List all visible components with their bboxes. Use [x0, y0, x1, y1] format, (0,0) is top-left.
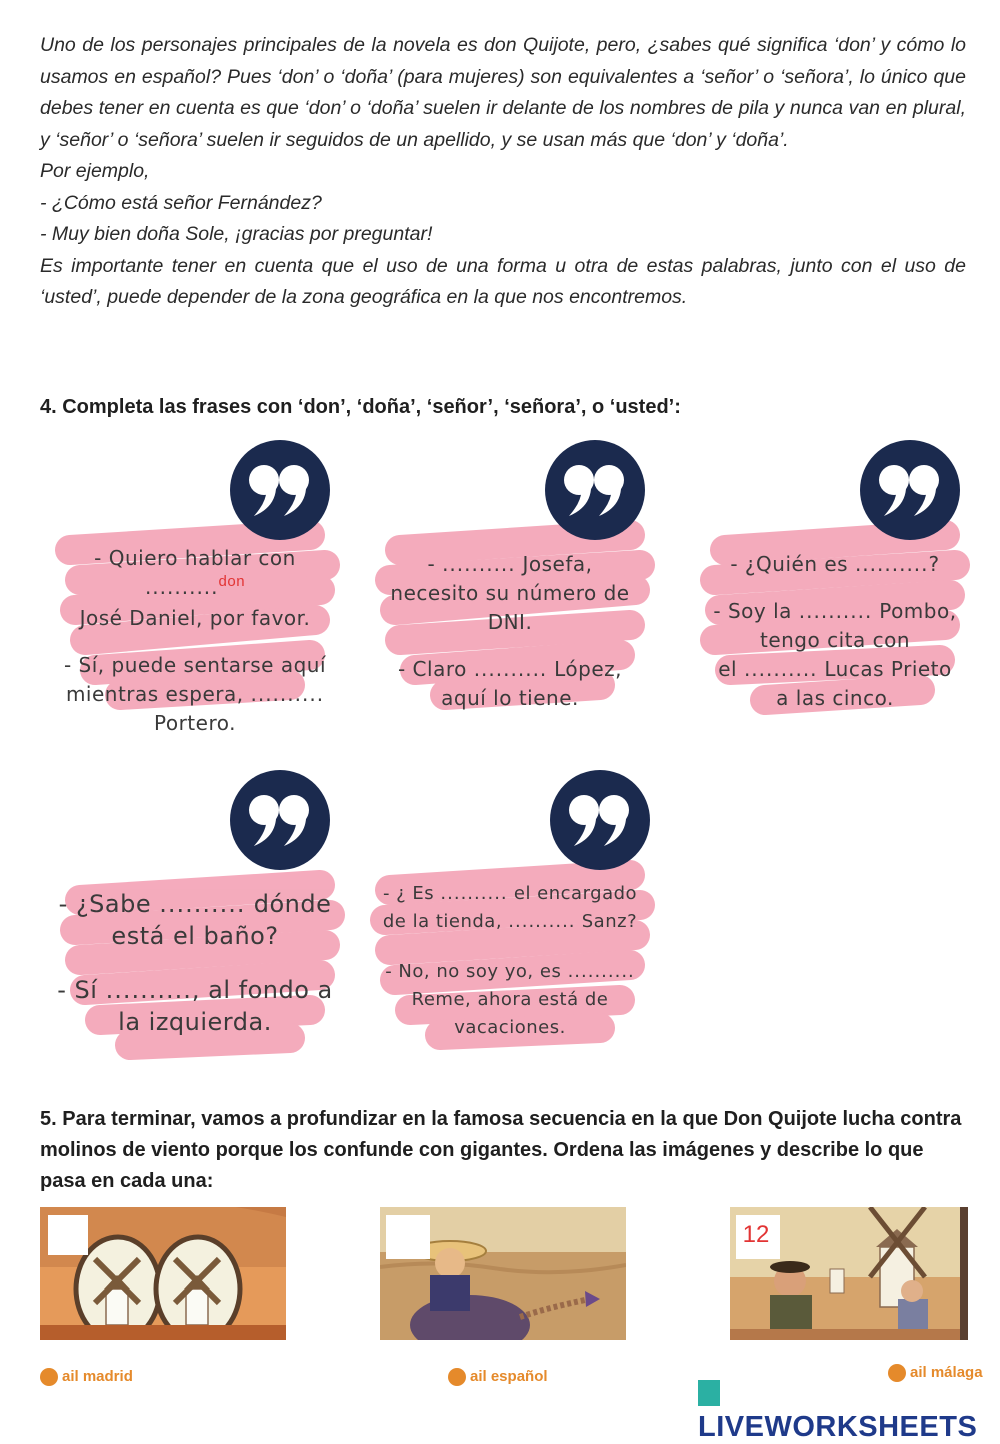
quote-icon: [860, 440, 960, 540]
blank-field[interactable]: ..........: [508, 911, 576, 932]
blank-field[interactable]: ..........: [567, 961, 635, 982]
card-text: DNI.: [487, 610, 533, 634]
card-text: - ¿Sabe: [58, 890, 152, 918]
brand-text: LIVEWORKSHEETS: [698, 1411, 978, 1443]
logo-text: ail español: [470, 1368, 548, 1385]
card-text: Portero.: [154, 711, 236, 735]
card-text: López,: [554, 657, 623, 681]
quote-icon: [550, 770, 650, 870]
card-text: - Claro: [397, 657, 467, 681]
card-text: necesito su número de: [390, 581, 630, 605]
blank-field[interactable]: ..........: [798, 599, 873, 623]
blank-field[interactable]: ..........: [442, 552, 516, 576]
intro-note: Es importante tener en cuenta que el uso de una forma u otra de estas palabras, junto con el uso de ‘usted’, puede depender de la zona geográfica en la que nos encontremos.: [40, 254, 966, 308]
order-number-box[interactable]: [386, 1215, 430, 1259]
order-number-box[interactable]: [48, 1215, 88, 1255]
cartoon-image-1: [40, 1207, 286, 1340]
intro-paragraph: Uno de los personajes principales de la novela es don Quijote, pero, ¿sabes qué significa ‘don’ y cómo lo usamos en español? Pues ‘don’ o ‘doña’ (para mujeres) son equivalentes a ‘señor’ o ‘señora’, lo único que debes tener en cuenta es que ‘don’ o ‘doña’ suelen ir delante de los nombres de pila y nunca van en plural, y ‘señor’ o ‘señora’ suelen ir seguidos de un apellido, y se usan más que ‘don’ y ‘doña’.: [40, 34, 966, 151]
dialogue-card-1: [40, 440, 350, 740]
card-text: a las cinco.: [776, 686, 894, 710]
logo-text: ail madrid: [62, 1368, 133, 1385]
ail-logo-icon: [40, 1368, 58, 1386]
order-number-input[interactable]: [48, 1215, 88, 1255]
card-text: dónde: [253, 890, 332, 918]
card-text: - No, no soy yo, es: [385, 961, 562, 982]
cartoon-image-3: [730, 1207, 968, 1340]
liveworksheets-icon: [698, 1380, 720, 1406]
card-text: vacaciones.: [454, 1017, 566, 1038]
card-text: - Soy la: [713, 599, 792, 623]
quote-icon: [230, 440, 330, 540]
dialogue-card-4: [50, 770, 350, 1070]
ail-madrid-logo: [40, 1368, 133, 1386]
quote-icon: [545, 440, 645, 540]
order-number-input[interactable]: [386, 1215, 426, 1255]
card-text: la izquierda.: [118, 1008, 272, 1036]
card-text: Reme, ahora está de: [411, 989, 609, 1010]
cartoon-image-2: [380, 1207, 626, 1340]
blank-field[interactable]: ..........: [473, 657, 548, 681]
card-text: mientras espera,: [65, 682, 244, 706]
exercise-4-title: 4. Completa las frases con ‘don’, ‘doña’, ‘señor’, ‘señora’, o ‘usted’:: [40, 396, 681, 418]
blank-field[interactable]: ..........: [743, 657, 818, 681]
card-text: - ¿ Es: [382, 883, 435, 904]
card-text: - ¿Quién es: [730, 552, 849, 576]
blank-field[interactable]: ..........: [159, 890, 246, 918]
card-text: -: [427, 552, 436, 576]
dialogue-card-3: [690, 440, 980, 740]
card-text: José Daniel, por favor.: [79, 606, 311, 630]
dialogue-card-2: [360, 440, 660, 740]
card-text: ?: [928, 552, 940, 576]
card-text: - Quiero hablar con: [94, 546, 296, 570]
card-text: tengo cita con: [759, 628, 911, 652]
card-text: Pombo,: [879, 599, 957, 623]
logo-text: ail málaga: [910, 1364, 983, 1381]
filled-answer[interactable]: don: [218, 573, 246, 590]
order-number-input[interactable]: [736, 1215, 776, 1255]
quote-icon: [230, 770, 330, 870]
intro-example-label: Por ejemplo,: [40, 160, 150, 182]
blank-field[interactable]: ..........: [854, 552, 929, 576]
intro-text: [40, 30, 966, 314]
card-text: aquí lo tiene.: [441, 686, 579, 710]
card-text: Josefa,: [522, 552, 593, 576]
ail-logo-icon: [448, 1368, 466, 1386]
card-text: el encargado: [513, 883, 638, 904]
dialogue-card-5: [360, 770, 660, 1070]
card-text: está el baño?: [111, 922, 279, 950]
card-text: - Sí: [57, 976, 98, 1004]
card-text: de la tienda,: [382, 911, 503, 932]
exercise-5-title: 5. Para terminar, vamos a profundizar en la famosa secuencia en la que Don Quijote lucha contra molinos de viento porque los confunde con gigantes. Ordena las imágenes y describe lo que pasa en cada una:: [40, 1108, 962, 1192]
card-text: Sanz?: [581, 911, 638, 932]
blank-field[interactable]: ..........: [440, 883, 508, 904]
liveworksheets-brand[interactable]: [698, 1378, 1000, 1444]
ail-espanol-logo: [448, 1368, 548, 1386]
blank-field[interactable]: ..........: [105, 976, 192, 1004]
card-text: - Sí, puede sentarse aquí: [63, 653, 327, 677]
intro-example-line: - ¿Cómo está señor Fernández?: [40, 191, 322, 214]
card-text: Lucas Prieto: [824, 657, 952, 681]
blank-field[interactable]: ..........: [250, 682, 325, 706]
blank-field[interactable]: ..........: [144, 575, 219, 599]
intro-example-line: - Muy bien doña Sole, ¡gracias por preguntar!: [40, 223, 433, 245]
card-text: , al fondo a: [191, 976, 333, 1004]
card-text: el: [718, 657, 738, 681]
order-number-box[interactable]: [736, 1215, 780, 1259]
